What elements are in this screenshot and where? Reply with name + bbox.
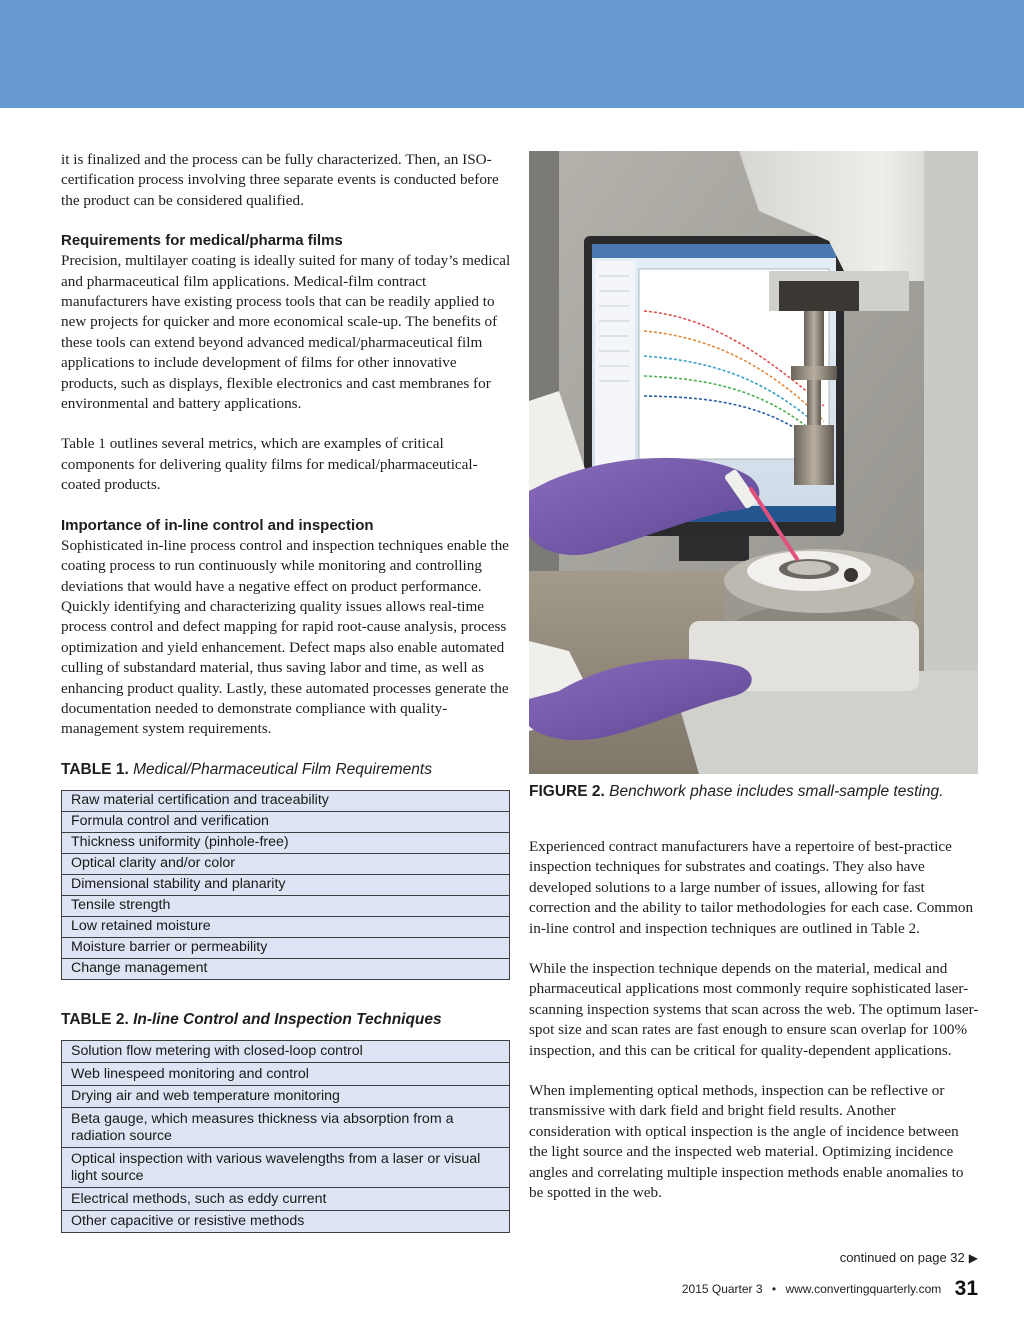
table1: [61, 790, 510, 980]
right-triangle-icon: ▶: [968, 1251, 978, 1265]
table-row: Optical clarity and/or color: [62, 853, 510, 874]
table-row: Low retained moisture: [62, 916, 510, 937]
table-row: Electrical methods, such as eddy current: [62, 1188, 510, 1211]
figure-photo: [529, 151, 978, 774]
body-paragraph: While the inspection technique depends on the material, medical and pharmaceutical applications most commonly require sophisticated laser-scanning inspection systems that scan across the web. The optimum laser-spot size and scan rates are fast enough to ensure scan overlap for 100% inspection, and this can be critical for quality-dependent applications.: [529, 960, 979, 1059]
table-row: Change management: [62, 958, 510, 979]
table-row: Solution flow metering with closed-loop control: [62, 1040, 510, 1063]
section-heading: Importance of in-line control and inspection: [61, 516, 374, 534]
table-row: Formula control and verification: [62, 811, 510, 832]
body-text: Sophisticated in-line process control and inspection techniques enable the coating process to run continuously while monitoring and controlling deviations that would have a negative effect on product performance. Quickly identifying and characterizing quality issues allows real-time process control and defect mapping for rapid root-cause analysis, process optimization and yield enhancement. Defect maps also enable automated culling of substandard material, thus saving labor and time, as well as enhancing product quality. Lastly, these automated processes generate the documentation needed to demonstrate compliance with quality-management system requirements.: [61, 536, 509, 738]
table-row: Beta gauge, which measures thickness via absorption from a radiation source: [62, 1108, 510, 1148]
website-link[interactable]: www.convertingquarterly.com: [785, 1282, 942, 1296]
lab-instrument-illustration: [529, 151, 978, 774]
page-number: 31: [954, 1277, 978, 1300]
table2-title: TABLE 2. In-line Control and Inspection Techniques: [61, 1010, 442, 1028]
section-heading: Requirements for medical/pharma films: [61, 232, 343, 250]
table-row: Web linespeed monitoring and control: [62, 1063, 510, 1086]
header-band: [0, 0, 1024, 108]
inline-control-section: [61, 516, 511, 740]
table2: [61, 1040, 510, 1234]
body-text: Precision, multilayer coating is ideally suited for many of today’s medical and pharmaceutical film applications. Medical-film contract manufacturers have existing process tools that can be readily applied to new projects for quicker and more economical scale-up. The benefits of these tools can extend beyond advanced medical/pharmaceutical film applications to include development of films for other innovative products, such as displays, flexible electronics and cast membranes for environmental and battery applications.: [61, 252, 511, 413]
table-row: Dimensional stability and planarity: [62, 874, 510, 895]
intro-paragraph: it is finalized and the process can be fully characterized. Then, an ISO-certification process involving three separate events is conducted before the product can be considered qualified.: [61, 151, 499, 209]
right-column: [529, 837, 981, 1224]
table-row: Other capacitive or resistive methods: [62, 1210, 510, 1233]
page-footer: [682, 1278, 978, 1300]
table1-title: TABLE 1. Medical/Pharmaceutical Film Requirements: [61, 760, 432, 778]
body-paragraph: Experienced contract manufacturers have a repertoire of best-practice inspection techniques for substrates and coatings. They also have developed solutions to a large number of issues, allowing for fast correction and the ability to tailor methodologies for each case. Common in-line control and inspection techniques are outlined in Table 2.: [529, 838, 974, 937]
table-row: Thickness uniformity (pinhole-free): [62, 832, 510, 853]
table-row: Drying air and web temperature monitoring: [62, 1085, 510, 1108]
table-row: Optical inspection with various wavelengths from a laser or visual light source: [62, 1148, 510, 1188]
table-intro-paragraph: Table 1 outlines several metrics, which are examples of critical components for delivering quality films for medical/pharmaceutical-coated products.: [61, 435, 478, 494]
issue-label: 2015 Quarter 3: [681, 1282, 763, 1296]
footer-separator: •: [771, 1282, 777, 1296]
table-row: Tensile strength: [62, 895, 510, 916]
body-paragraph: When implementing optical methods, inspection can be reflective or transmissive with dark field and bright field results. Another consideration with optical inspection is the angle of incidence between the light source and the inspected web material. Optimizing incidence angles and correlating multiple inspection methods enable anomalies to be spotted in the web.: [529, 1082, 964, 1202]
continued-link[interactable]: continued on page 32 ▶: [839, 1250, 978, 1265]
table-row: Moisture barrier or permeability: [62, 937, 510, 958]
table-row: Raw material certification and traceability: [62, 790, 510, 811]
left-column: [61, 150, 511, 1263]
requirements-section: [61, 231, 511, 414]
figure-caption: FIGURE 2. Benchwork phase includes small-sample testing.: [529, 783, 944, 800]
